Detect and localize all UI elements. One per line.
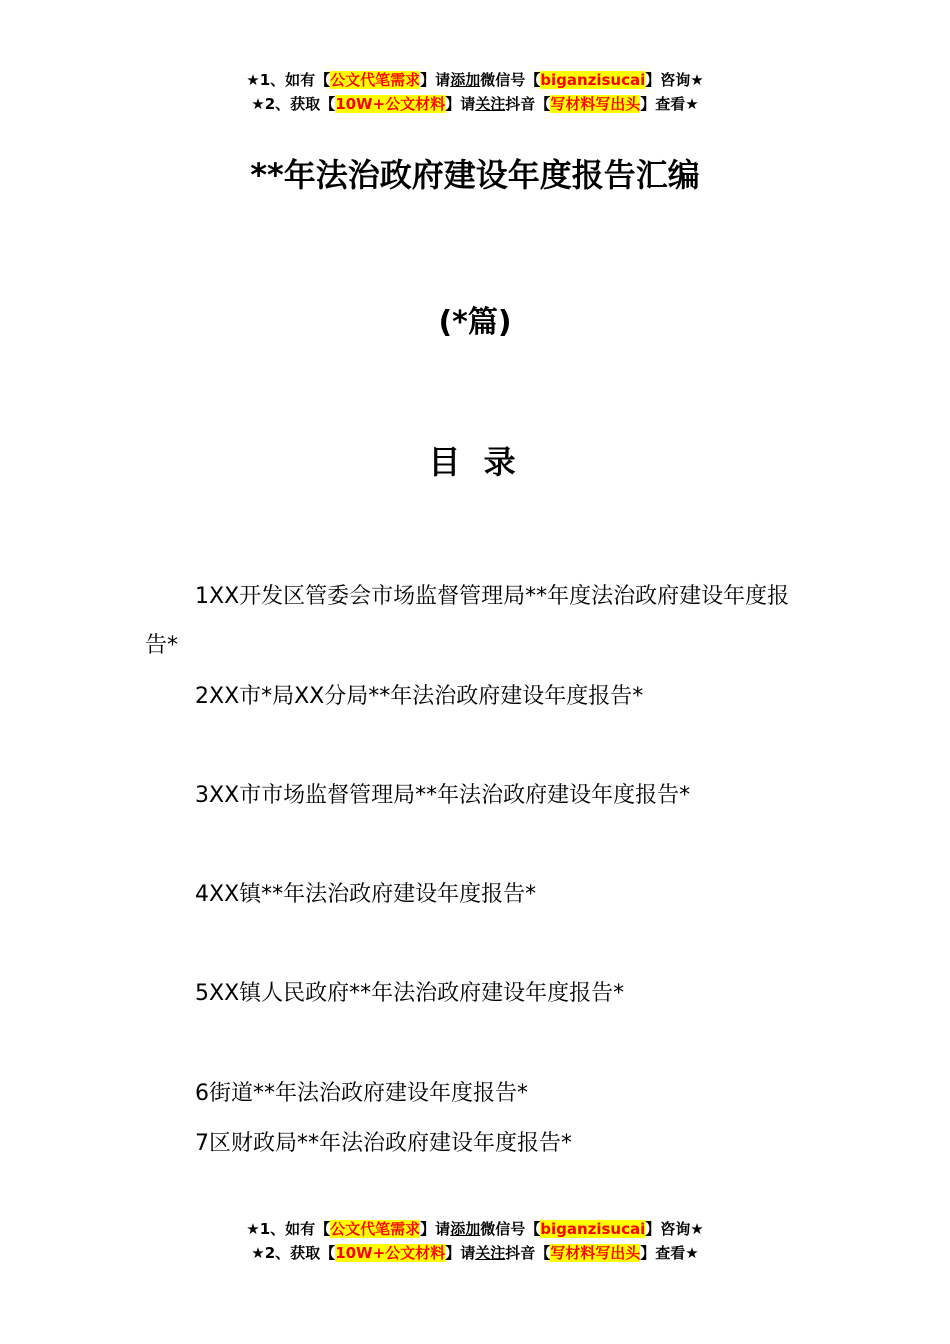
promo-underlined: 添加 [450, 71, 481, 89]
promo-highlight: 10W+公文材料 [335, 95, 446, 113]
document-subtitle: (*篇) [438, 305, 512, 340]
promo-highlight: 公文代笔需求 [330, 1220, 421, 1238]
promo-text: ★2、获取【 [251, 95, 336, 113]
toc-item: 3XX市市场监督管理局**年法治政府建设年度报告* [195, 783, 691, 808]
promo-text: 】请 [420, 71, 451, 89]
promo-text: 】请 [420, 1220, 451, 1238]
toc-heading: 目 录 [428, 443, 522, 481]
promo-underlined: 添加 [450, 1220, 481, 1238]
toc-item: 7区财政局**年法治政府建设年度报告* [195, 1131, 572, 1156]
promo-text: 抖音【 [505, 95, 551, 113]
promo-highlight: biganzisucai [540, 1220, 646, 1238]
promo-line-1 [0, 1217, 950, 1241]
toc-item: 6街道**年法治政府建设年度报告* [195, 1081, 528, 1106]
toc-item: 4XX镇**年法治政府建设年度报告* [195, 882, 537, 907]
promo-underlined: 关注 [475, 95, 506, 113]
promo-text: ★2、获取【 [251, 1244, 336, 1262]
promo-highlight: 写材料写出头 [550, 1244, 641, 1262]
promo-text: ★1、如有【 [246, 71, 331, 89]
promo-text: 】查看★ [640, 1244, 699, 1262]
toc-item: 1XX开发区管委会市场监督管理局**年度法治政府建设年度报告* [145, 584, 790, 658]
promo-text: 微信号【 [480, 71, 541, 89]
toc-item: 5XX镇人民政府**年法治政府建设年度报告* [195, 981, 625, 1006]
promo-highlight: 写材料写出头 [550, 95, 641, 113]
promo-banner-bottom [0, 1217, 950, 1265]
promo-text: 抖音【 [505, 1244, 551, 1262]
promo-line-1 [0, 68, 950, 92]
promo-text: ★1、如有【 [246, 1220, 331, 1238]
promo-text: 微信号【 [480, 1220, 541, 1238]
promo-text: 】查看★ [640, 95, 699, 113]
promo-highlight: 公文代笔需求 [330, 71, 421, 89]
promo-text: 】请 [445, 95, 476, 113]
promo-line-2 [0, 92, 950, 116]
promo-highlight: biganzisucai [540, 71, 646, 89]
promo-highlight: 10W+公文材料 [335, 1244, 446, 1262]
promo-text: 】请 [445, 1244, 476, 1262]
document-title: **年法治政府建设年度报告汇编 [250, 156, 700, 194]
toc-item: 2XX市*局XX分局**年法治政府建设年度报告* [195, 684, 644, 709]
promo-underlined: 关注 [475, 1244, 506, 1262]
promo-text: 】咨询★ [645, 71, 704, 89]
promo-line-2 [0, 1241, 950, 1265]
promo-text: 】咨询★ [645, 1220, 704, 1238]
promo-banner-top [0, 68, 950, 116]
